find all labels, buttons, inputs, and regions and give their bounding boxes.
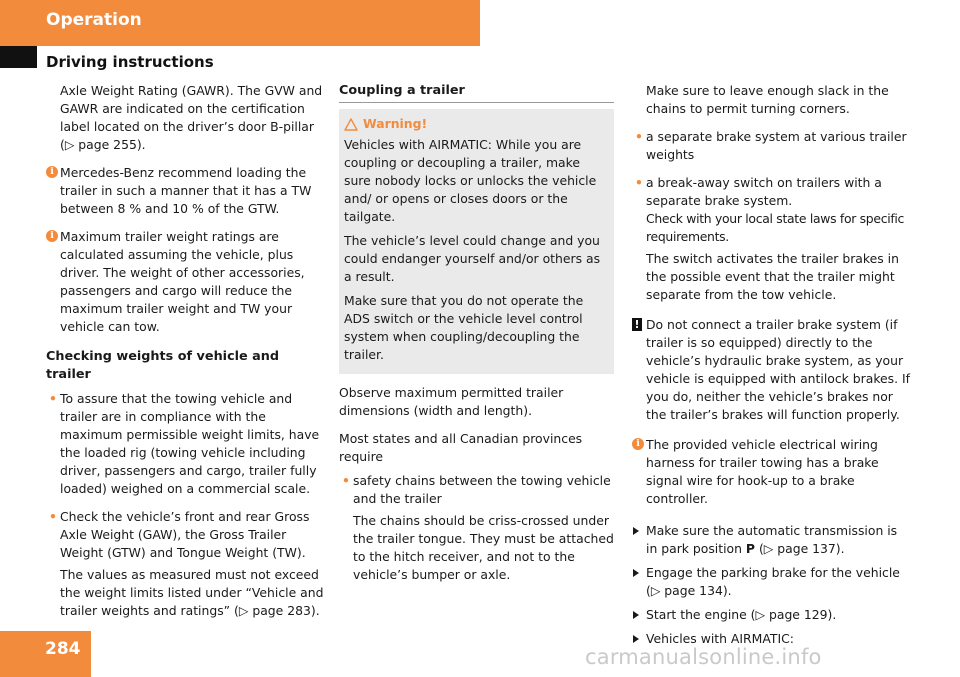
caution-note <box>632 316 912 424</box>
bullet-icon: • <box>49 391 57 406</box>
bullet-subtext: The switch activates the trailer brakes in the possible event that the trailer might separate from the tow vehicle. <box>646 251 899 302</box>
bullet-icon: • <box>49 509 57 524</box>
column-middle <box>339 82 614 594</box>
warning-box <box>339 109 614 374</box>
bullet-item <box>632 128 912 164</box>
paragraph: Make sure to leave enough slack in the chains to permit turning corners. <box>646 83 889 116</box>
caution-icon: ! <box>632 318 642 331</box>
info-note <box>46 228 324 336</box>
action-arrow-icon <box>633 569 639 577</box>
action-arrow-icon <box>633 527 639 535</box>
bullet-text: a separate brake system at various trailer weights <box>646 129 907 162</box>
caution-text: Do not connect a trailer brake system (if trailer is so equipped) directly to the vehicle’s hydraulic brake system, as your vehicle is equipped with antilock brakes. If you do, neither the vehicle’s brakes nor the trailer’s brakes will function properly. <box>646 317 911 422</box>
section-heading: Coupling a trailer <box>339 82 614 103</box>
info-icon: i <box>46 166 58 178</box>
subsection-heading: Checking weights of vehicle and trailer <box>46 349 280 382</box>
info-note <box>632 436 912 508</box>
action-step <box>632 522 912 558</box>
info-note-text: Maximum trailer weight ratings are calculated assuming the vehicle, plus driver. The weight of other accessories, passengers and cargo will reduce the maximum trailer weight and TW your vehicle can tow. <box>60 229 305 334</box>
bullet-text: Check the vehicle’s front and rear Gross Axle Weight (GAW), the Gross Trailer Weight (GTW) and Tongue Weight (TW). <box>60 509 310 560</box>
info-note <box>46 164 324 218</box>
info-icon: i <box>632 438 644 450</box>
action-step <box>632 606 912 624</box>
action-text: Start the engine (▷ page 129). <box>646 607 837 622</box>
bullet-icon: • <box>635 129 643 144</box>
chapter-title: Operation <box>46 10 142 30</box>
paragraph: Observe maximum permitted trailer dimensions (width and length). <box>339 385 564 418</box>
watermark: carmanualsonline.info <box>585 645 822 669</box>
column-left <box>46 82 324 630</box>
bullet-text: safety chains between the towing vehicle and the trailer <box>353 473 611 506</box>
info-note-text: The provided vehicle electrical wiring harness for trailer towing has a brake signal wire for hook-up to a brake controller. <box>646 437 879 506</box>
action-text: Engage the parking brake for the vehicle (▷ page 134). <box>646 565 900 598</box>
page-number: 284 <box>45 639 81 659</box>
column-right <box>632 82 912 654</box>
bullet-icon: • <box>342 473 350 488</box>
bullet-text: Check with your local state laws for specific requirements. <box>646 211 905 244</box>
warning-text: The vehicle’s level could change and you could endanger yourself and/or others as a result. <box>344 233 601 284</box>
bullet-icon: • <box>635 175 643 190</box>
info-note-text: Mercedes-Benz recommend loading the trailer in such a manner that it has a TW between 8 % and 10 % of the GTW. <box>60 165 312 216</box>
warning-triangle-icon <box>344 118 358 131</box>
bullet-item <box>339 472 614 508</box>
paragraph: Most states and all Canadian provinces require <box>339 431 583 464</box>
action-text: Make sure the automatic transmission is in park position <box>646 523 898 556</box>
bullet-subtext: The values as measured must not exceed the weight limits listed under “Vehicle and trailer weights and ratings” (▷ page 283). <box>60 567 324 618</box>
bullet-item <box>46 390 324 498</box>
warning-text: Vehicles with AIRMATIC: While you are coupling or decoupling a trailer, make sure nobody locks or unlocks the vehicle and/ or opens or closes doors or the tailgate. <box>344 137 597 224</box>
action-step <box>632 564 912 600</box>
section-title: Driving instructions <box>46 53 214 71</box>
bullet-item <box>46 508 324 562</box>
park-position-label: P <box>745 541 756 556</box>
warning-title: Warning! <box>363 116 428 131</box>
bullet-text: To assure that the towing vehicle and trailer are in compliance with the maximum permissible weight limits, have the loaded rig (towing vehicle including driver, passengers and cargo, trailer fully loaded) weighed on a commercial scale. <box>60 391 320 496</box>
bullet-item <box>632 174 912 246</box>
warning-text: Make sure that you do not operate the ADS switch or the vehicle level control system when coupling/decoupling the trailer. <box>344 293 584 362</box>
bullet-text: a break-away switch on trailers with a separate brake system. <box>646 175 882 208</box>
action-text: Vehicles with AIRMATIC: <box>646 631 794 646</box>
section-marker <box>0 46 37 68</box>
info-icon: i <box>46 230 58 242</box>
action-arrow-icon <box>633 611 639 619</box>
warning-header <box>344 115 608 133</box>
intro-paragraph: Axle Weight Rating (GAWR). The GVW and GAWR are indicated on the certification label located on the driver’s door B-pillar (▷ page 255). <box>60 83 323 152</box>
bullet-subtext: The chains should be criss-crossed under the trailer tongue. They must be attached to the hitch receiver, and not to the vehicle’s bumper or axle. <box>353 513 614 582</box>
action-text: (▷ page 137). <box>755 541 845 556</box>
action-arrow-icon <box>633 635 639 643</box>
